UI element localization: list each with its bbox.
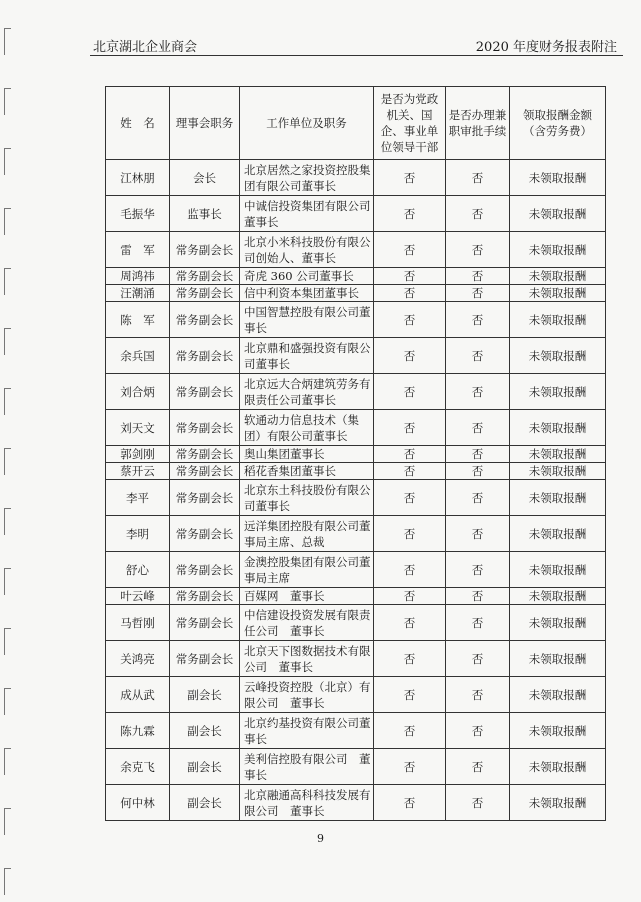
member-role: 常务副会长 (170, 285, 240, 302)
member-official-status: 否 (374, 713, 446, 749)
member-name: 马哲刚 (106, 605, 170, 641)
member-remuneration: 未领取报酬 (510, 302, 606, 338)
member-approval: 否 (446, 480, 510, 516)
table-row (106, 605, 606, 641)
member-official-status: 否 (374, 749, 446, 785)
member-role: 常务副会长 (170, 374, 240, 410)
member-role: 常务副会长 (170, 410, 240, 446)
member-approval: 否 (446, 285, 510, 302)
member-remuneration: 未领取报酬 (510, 516, 606, 552)
member-employer: 中诚信投资集团有限公司董事长 (240, 196, 374, 232)
table-row (106, 785, 606, 821)
table-row (106, 677, 606, 713)
member-remuneration: 未领取报酬 (510, 605, 606, 641)
member-approval: 否 (446, 588, 510, 605)
member-remuneration: 未领取报酬 (510, 196, 606, 232)
member-remuneration: 未领取报酬 (510, 374, 606, 410)
member-role: 常务副会长 (170, 463, 240, 480)
member-approval: 否 (446, 516, 510, 552)
member-approval: 否 (446, 749, 510, 785)
member-name: 刘天文 (106, 410, 170, 446)
binding-margin (0, 0, 12, 902)
member-approval: 否 (446, 374, 510, 410)
member-official-status: 否 (374, 480, 446, 516)
member-role: 副会长 (170, 785, 240, 821)
member-role: 常务副会长 (170, 268, 240, 285)
member-official-status: 否 (374, 641, 446, 677)
member-employer: 北京居然之家投资控股集团有限公司董事长 (240, 160, 374, 196)
table-row (106, 516, 606, 552)
table-row (106, 588, 606, 605)
member-role: 常务副会长 (170, 302, 240, 338)
member-official-status: 否 (374, 410, 446, 446)
header-divider (90, 55, 623, 56)
member-name: 汪潮涌 (106, 285, 170, 302)
member-employer: 中国智慧控股有限公司董事长 (240, 302, 374, 338)
member-official-status: 否 (374, 268, 446, 285)
binding-mark (4, 568, 11, 595)
member-role: 常务副会长 (170, 232, 240, 268)
member-approval: 否 (446, 641, 510, 677)
binding-mark (4, 748, 11, 775)
member-employer: 美利信控股有限公司 董事长 (240, 749, 374, 785)
table-row (106, 160, 606, 196)
table-row (106, 446, 606, 463)
member-name: 余兵国 (106, 338, 170, 374)
member-role: 常务副会长 (170, 641, 240, 677)
binding-mark (4, 388, 11, 415)
member-name: 李平 (106, 480, 170, 516)
column-header-council-role: 理事会职务 (170, 87, 240, 160)
binding-mark (4, 328, 11, 355)
binding-mark (4, 808, 11, 835)
member-official-status: 否 (374, 232, 446, 268)
member-role: 副会长 (170, 749, 240, 785)
member-employer: 云峰投资控股（北京）有限公司 董事长 (240, 677, 374, 713)
member-approval: 否 (446, 232, 510, 268)
member-remuneration: 未领取报酬 (510, 446, 606, 463)
member-official-status: 否 (374, 516, 446, 552)
member-remuneration: 未领取报酬 (510, 749, 606, 785)
binding-mark (4, 88, 11, 115)
member-name: 舒心 (106, 552, 170, 588)
column-header-official-status: 是否为党政机关、国企、事业单位领导干部 (374, 87, 446, 160)
member-approval: 否 (446, 160, 510, 196)
member-remuneration: 未领取报酬 (510, 410, 606, 446)
member-role: 常务副会长 (170, 605, 240, 641)
table-header-row (106, 87, 606, 160)
table-row (106, 552, 606, 588)
header-organization: 北京湖北企业商会 (93, 40, 198, 55)
member-approval: 否 (446, 605, 510, 641)
member-official-status: 否 (374, 196, 446, 232)
member-name: 成从武 (106, 677, 170, 713)
member-employer: 中信建设投资发展有限责任公司 董事长 (240, 605, 374, 641)
member-employer: 软通动力信息技术（集团）有限公司董事长 (240, 410, 374, 446)
member-employer: 北京约基投资有限公司董事长 (240, 713, 374, 749)
member-remuneration: 未领取报酬 (510, 785, 606, 821)
member-approval: 否 (446, 677, 510, 713)
member-role: 副会长 (170, 713, 240, 749)
member-official-status: 否 (374, 374, 446, 410)
member-remuneration: 未领取报酬 (510, 160, 606, 196)
member-remuneration: 未领取报酬 (510, 232, 606, 268)
member-employer: 金澳控股集团有限公司董事局主席 (240, 552, 374, 588)
member-name: 周鸿祎 (106, 268, 170, 285)
binding-mark (4, 448, 11, 475)
member-employer: 北京小米科技股份有限公司创始人、董事长 (240, 232, 374, 268)
column-header-remuneration: 领取报酬金额（含劳务费） (510, 87, 606, 160)
member-employer: 百媒网 董事长 (240, 588, 374, 605)
column-header-employer: 工作单位及职务 (240, 87, 374, 160)
member-name: 关鸿亮 (106, 641, 170, 677)
member-role: 副会长 (170, 677, 240, 713)
member-approval: 否 (446, 302, 510, 338)
binding-mark (4, 148, 11, 175)
column-header-approval: 是否办理兼职审批手续 (446, 87, 510, 160)
member-role: 常务副会长 (170, 552, 240, 588)
table-row (106, 196, 606, 232)
member-employer: 信中利资本集团董事长 (240, 285, 374, 302)
member-name: 何中林 (106, 785, 170, 821)
table-row (106, 749, 606, 785)
member-name: 李明 (106, 516, 170, 552)
binding-mark (4, 268, 11, 295)
member-remuneration: 未领取报酬 (510, 641, 606, 677)
member-official-status: 否 (374, 338, 446, 374)
table-row (106, 480, 606, 516)
member-name: 刘合炳 (106, 374, 170, 410)
member-remuneration: 未领取报酬 (510, 268, 606, 285)
binding-mark (4, 28, 11, 55)
member-name: 江林朋 (106, 160, 170, 196)
table-row (106, 463, 606, 480)
table-row (106, 232, 606, 268)
member-approval: 否 (446, 410, 510, 446)
member-name: 陈 军 (106, 302, 170, 338)
member-approval: 否 (446, 463, 510, 480)
member-official-status: 否 (374, 302, 446, 338)
member-official-status: 否 (374, 588, 446, 605)
table-row (106, 410, 606, 446)
member-official-status: 否 (374, 446, 446, 463)
table-row (106, 268, 606, 285)
member-role: 会长 (170, 160, 240, 196)
member-employer: 北京融通高科科技发展有限公司 董事长 (240, 785, 374, 821)
member-approval: 否 (446, 446, 510, 463)
member-remuneration: 未领取报酬 (510, 588, 606, 605)
table-row (106, 302, 606, 338)
member-employer: 北京天下图数据技术有限公司 董事长 (240, 641, 374, 677)
member-employer: 稻花香集团董事长 (240, 463, 374, 480)
member-role: 监事长 (170, 196, 240, 232)
member-approval: 否 (446, 785, 510, 821)
member-employer: 北京东土科技股份有限公司董事长 (240, 480, 374, 516)
member-name: 郭剑刚 (106, 446, 170, 463)
table-row (106, 338, 606, 374)
member-name: 叶云峰 (106, 588, 170, 605)
member-role: 常务副会长 (170, 588, 240, 605)
council-members-table (105, 86, 606, 821)
member-official-status: 否 (374, 605, 446, 641)
member-approval: 否 (446, 713, 510, 749)
binding-mark (4, 508, 11, 535)
member-role: 常务副会长 (170, 480, 240, 516)
table-row (106, 713, 606, 749)
member-approval: 否 (446, 338, 510, 374)
member-employer: 远洋集团控股有限公司董事局主席、总裁 (240, 516, 374, 552)
member-official-status: 否 (374, 677, 446, 713)
member-official-status: 否 (374, 785, 446, 821)
member-approval: 否 (446, 552, 510, 588)
binding-mark (4, 868, 11, 895)
header-report-title: 2020 年度财务报表附注 (475, 40, 617, 55)
table-row (106, 641, 606, 677)
member-remuneration: 未领取报酬 (510, 463, 606, 480)
member-approval: 否 (446, 196, 510, 232)
member-official-status: 否 (374, 463, 446, 480)
member-employer: 北京鼎和盛强投资有限公司董事长 (240, 338, 374, 374)
column-header-name: 姓 名 (106, 87, 170, 160)
member-role: 常务副会长 (170, 446, 240, 463)
member-name: 毛振华 (106, 196, 170, 232)
member-remuneration: 未领取报酬 (510, 713, 606, 749)
binding-mark (4, 688, 11, 715)
member-name: 陈九霖 (106, 713, 170, 749)
member-remuneration: 未领取报酬 (510, 338, 606, 374)
member-official-status: 否 (374, 285, 446, 302)
member-employer: 北京远大合炳建筑劳务有限责任公司董事长 (240, 374, 374, 410)
member-remuneration: 未领取报酬 (510, 285, 606, 302)
member-official-status: 否 (374, 160, 446, 196)
page-number: 9 (317, 832, 324, 845)
member-employer: 奇虎 360 公司董事长 (240, 268, 374, 285)
member-approval: 否 (446, 268, 510, 285)
member-role: 常务副会长 (170, 338, 240, 374)
table-row (106, 374, 606, 410)
member-remuneration: 未领取报酬 (510, 480, 606, 516)
binding-mark (4, 208, 11, 235)
table-row (106, 285, 606, 302)
member-remuneration: 未领取报酬 (510, 677, 606, 713)
member-name: 余克飞 (106, 749, 170, 785)
member-employer: 奥山集团董事长 (240, 446, 374, 463)
member-official-status: 否 (374, 552, 446, 588)
member-name: 雷 军 (106, 232, 170, 268)
member-role: 常务副会长 (170, 516, 240, 552)
member-remuneration: 未领取报酬 (510, 552, 606, 588)
binding-mark (4, 628, 11, 655)
member-name: 蔡开云 (106, 463, 170, 480)
